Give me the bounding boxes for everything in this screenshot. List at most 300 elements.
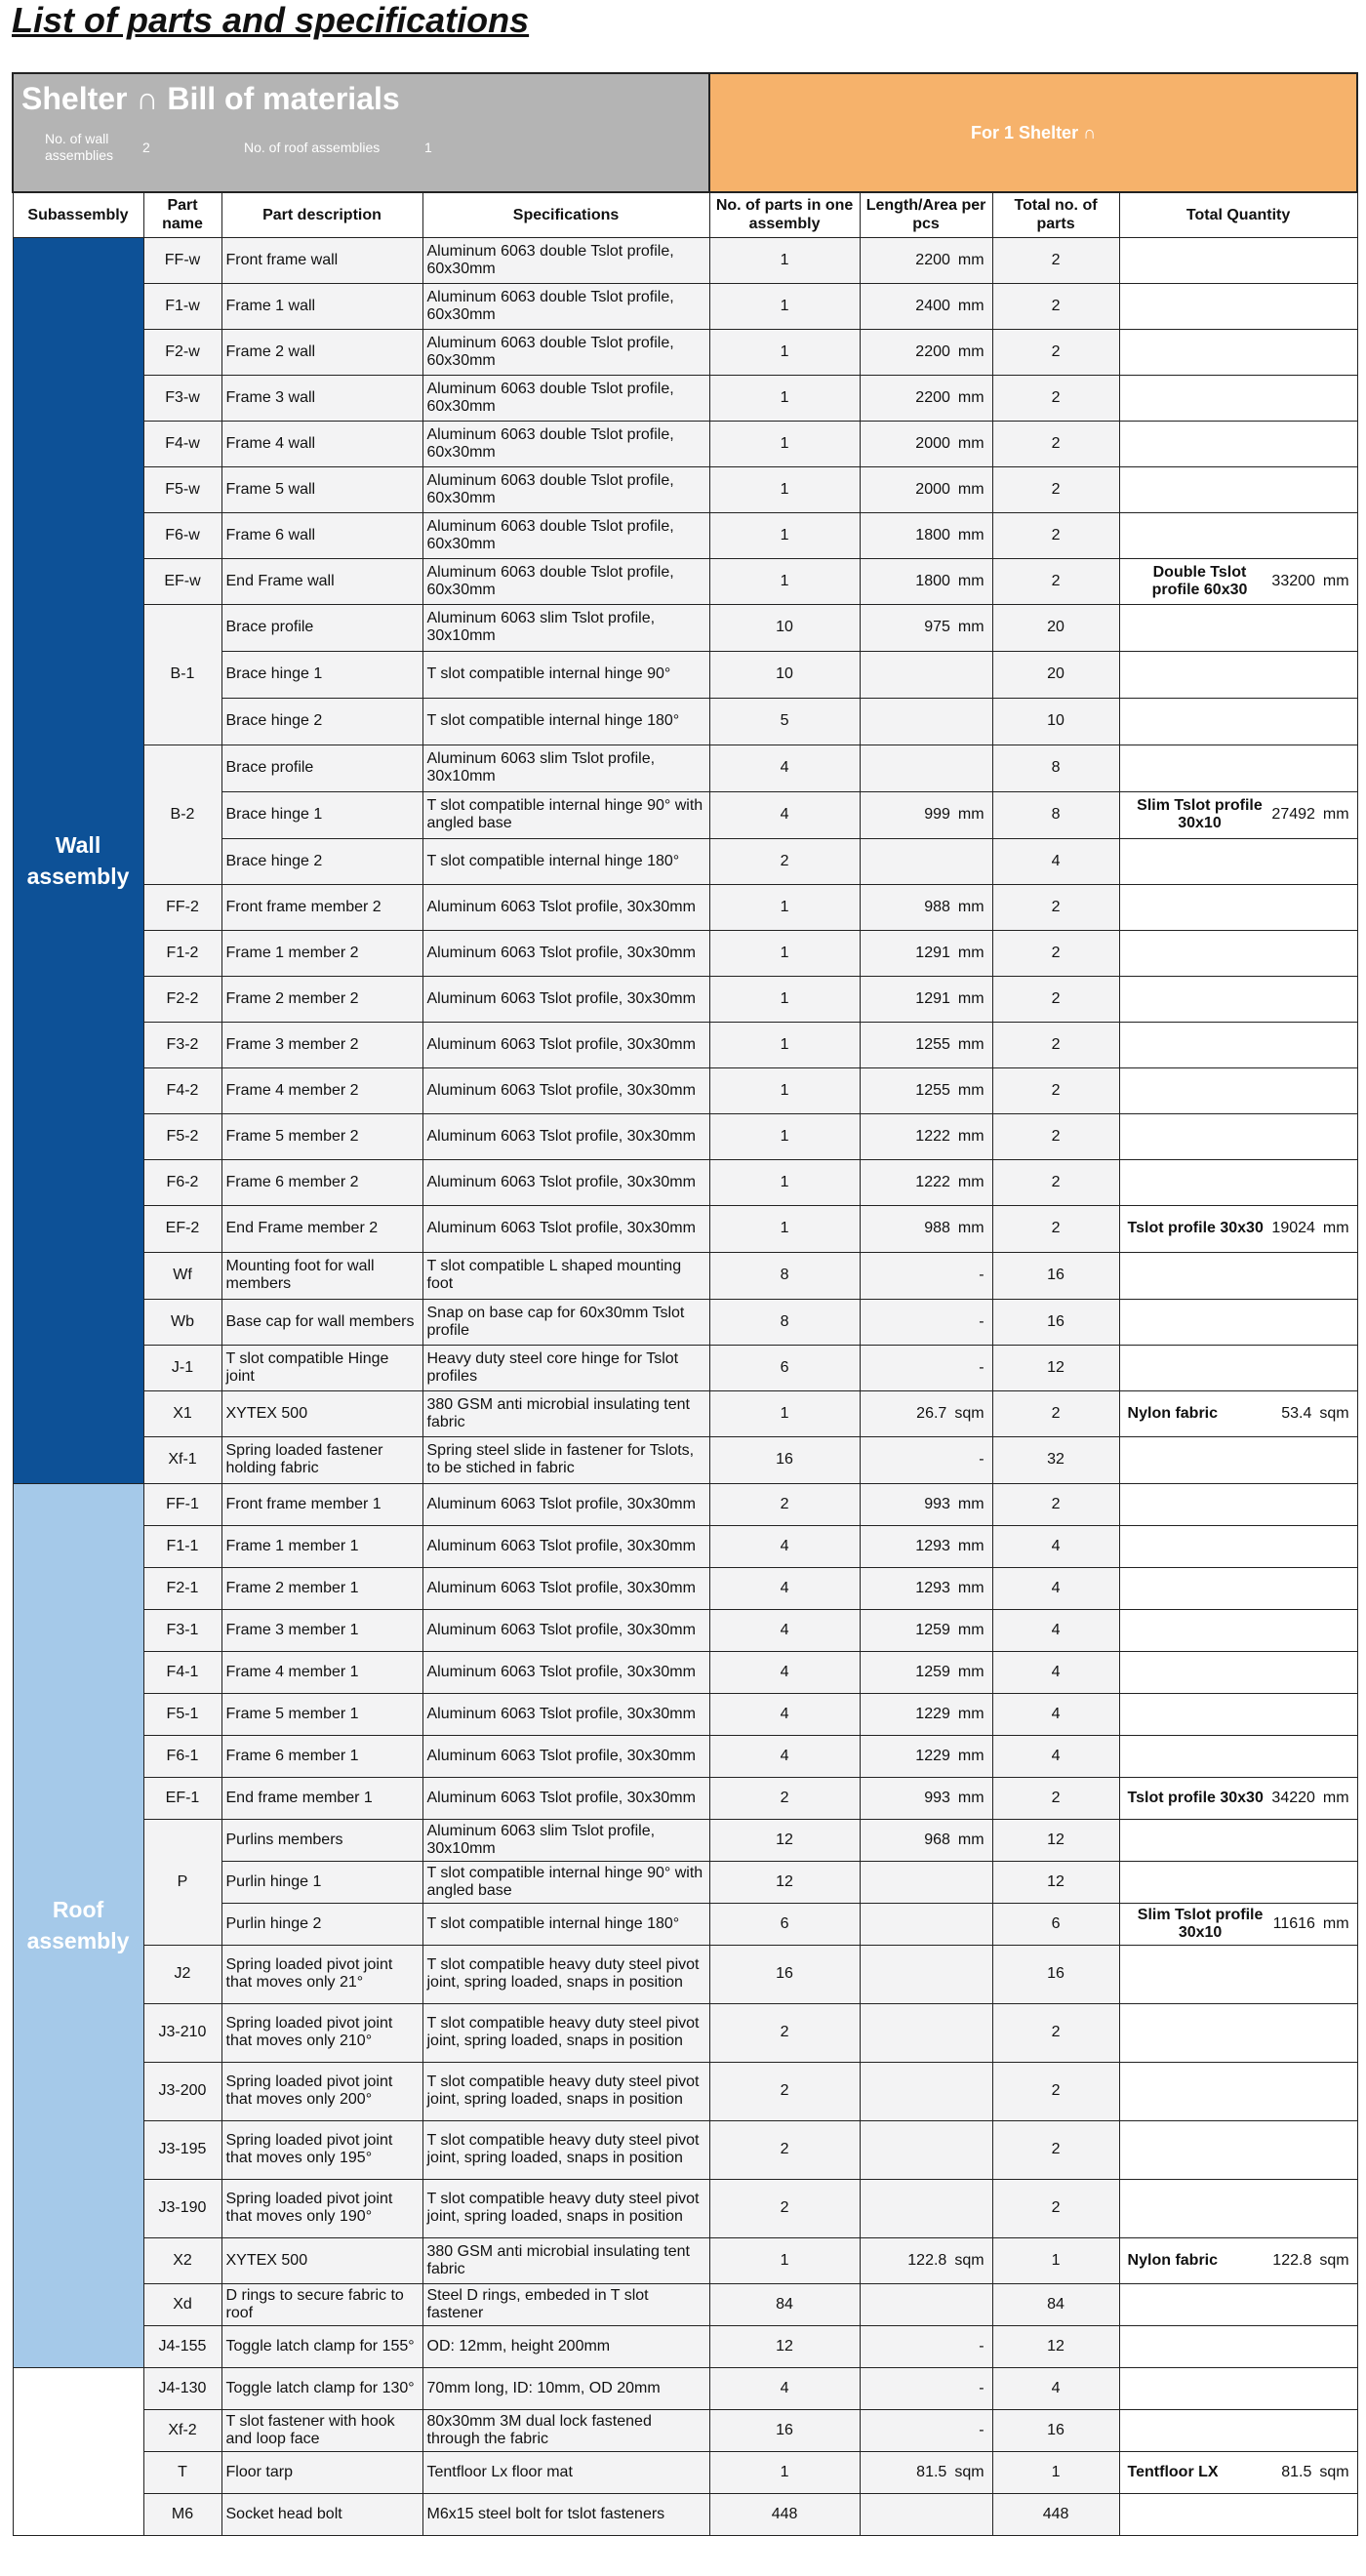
total-parts-cell: 16 — [992, 2409, 1119, 2451]
part-description-cell: End Frame member 2 — [221, 1205, 422, 1252]
part-description-cell: Spring loaded pivot joint that moves only 210° — [221, 2003, 422, 2062]
total-quantity-amount — [1273, 1915, 1349, 1933]
length-unit: mm — [957, 989, 984, 1007]
total-quantity-label: Nylon fabric — [1127, 1404, 1219, 1422]
length-area-cell — [860, 1861, 992, 1903]
part-description-cell: XYTEX 500 — [221, 2237, 422, 2283]
length-area-cell — [860, 237, 992, 283]
total-quantity-cell — [1119, 2367, 1357, 2409]
length-area-cell — [860, 558, 992, 604]
length-value: 993 — [924, 1789, 950, 1806]
total-quantity-cell — [1119, 329, 1357, 375]
length-area-cell — [860, 512, 992, 558]
total-quantity-value: 33200 — [1271, 572, 1315, 589]
part-description-cell: Frame 2 member 1 — [221, 1567, 422, 1609]
length-area-cell — [860, 2493, 992, 2535]
part-name-cell: J4-130 — [143, 2367, 221, 2409]
total-quantity-cell — [1119, 2237, 1357, 2283]
total-parts-cell: 10 — [992, 698, 1119, 745]
total-quantity-label: Nylon fabric — [1127, 2251, 1219, 2269]
parts-per-assembly-cell: 1 — [709, 558, 860, 604]
total-quantity-cell — [1119, 2409, 1357, 2451]
specification-cell: Aluminum 6063 double Tslot profile, 60x30mm — [422, 375, 709, 421]
part-name-cell: F6-1 — [143, 1735, 221, 1777]
specification-cell: Aluminum 6063 Tslot profile, 30x30mm — [422, 1159, 709, 1205]
part-description-cell: Frame 3 member 2 — [221, 1022, 422, 1067]
specification-cell: T slot compatible internal hinge 90° — [422, 651, 709, 698]
length-area-cell — [860, 375, 992, 421]
length-value: 975 — [924, 619, 950, 635]
parts-per-assembly-cell: 6 — [709, 1345, 860, 1390]
total-parts-cell: 4 — [992, 1567, 1119, 1609]
col-header-part-name: Part name — [143, 192, 221, 237]
col-header-subassembly: Subassembly — [13, 192, 143, 237]
total-quantity-value: 81.5 — [1281, 2463, 1312, 2480]
col-header-total-parts: Total no. of parts — [992, 192, 1119, 237]
parts-per-assembly-cell: 1 — [709, 421, 860, 466]
total-quantity-cell — [1119, 1567, 1357, 1609]
length-area-cell — [860, 976, 992, 1022]
length-unit: mm — [957, 572, 984, 589]
total-quantity-cell — [1119, 791, 1357, 838]
length-area-cell — [860, 1819, 992, 1861]
total-quantity-cell — [1119, 1609, 1357, 1651]
part-name-cell: F4-2 — [143, 1067, 221, 1113]
part-description-cell: XYTEX 500 — [221, 1390, 422, 1436]
table-row — [13, 745, 1357, 791]
part-name-cell: X1 — [143, 1390, 221, 1436]
length-area-cell — [860, 2237, 992, 2283]
total-parts-cell: 2 — [992, 375, 1119, 421]
total-quantity-cell — [1119, 838, 1357, 884]
column-header-row — [13, 192, 1357, 237]
specification-cell: T slot compatible heavy duty steel pivot joint, spring loaded, snaps in position — [422, 2003, 709, 2062]
roof-assemblies-value: 1 — [424, 140, 432, 155]
total-quantity-cell — [1119, 1903, 1357, 1945]
total-quantity-cell — [1119, 512, 1357, 558]
total-parts-cell: 4 — [992, 1525, 1119, 1567]
length-value: 988 — [924, 898, 950, 915]
part-name-cell: Wb — [143, 1299, 221, 1345]
length-value: 1222 — [915, 1127, 950, 1145]
total-parts-cell: 1 — [992, 2237, 1119, 2283]
total-quantity-cell — [1119, 283, 1357, 329]
part-description-cell: Toggle latch clamp for 155° — [221, 2325, 422, 2367]
length-area-cell — [860, 1483, 992, 1525]
col-header-parts-per-assembly: No. of parts in one assembly — [709, 192, 860, 237]
total-parts-cell: 1 — [992, 2451, 1119, 2493]
length-area-cell — [860, 745, 992, 791]
total-quantity-cell — [1119, 1483, 1357, 1525]
length-area-cell — [860, 1022, 992, 1067]
total-parts-cell: 2 — [992, 512, 1119, 558]
specification-cell: Aluminum 6063 Tslot profile, 30x30mm — [422, 1205, 709, 1252]
specification-cell: Aluminum 6063 double Tslot profile, 60x30mm — [422, 466, 709, 512]
length-value: 1255 — [915, 1081, 950, 1099]
total-quantity-cell — [1119, 2451, 1357, 2493]
part-description-cell: Frame 6 wall — [221, 512, 422, 558]
page-title: List of parts and specifications — [12, 0, 530, 40]
length-value: 1800 — [915, 572, 950, 589]
total-quantity-cell — [1119, 466, 1357, 512]
part-name-cell: J4-155 — [143, 2325, 221, 2367]
total-parts-cell: 2 — [992, 558, 1119, 604]
total-parts-cell: 2 — [992, 884, 1119, 930]
table-row — [13, 1483, 1357, 1525]
total-parts-cell: 2 — [992, 1159, 1119, 1205]
part-description-cell: Brace profile — [221, 604, 422, 651]
parts-per-assembly-cell: 1 — [709, 930, 860, 976]
parts-per-assembly-cell: 1 — [709, 512, 860, 558]
part-description-cell: Purlin hinge 1 — [221, 1861, 422, 1903]
length-area-cell — [860, 1067, 992, 1113]
total-quantity-cell — [1119, 1205, 1357, 1252]
length-value: 988 — [924, 1220, 950, 1236]
length-area-cell — [860, 1436, 992, 1483]
specification-cell: Aluminum 6063 Tslot profile, 30x30mm — [422, 1567, 709, 1609]
part-name-cell: J3-190 — [143, 2179, 221, 2237]
specification-cell: Aluminum 6063 Tslot profile, 30x30mm — [422, 884, 709, 930]
part-name-cell: F3-w — [143, 375, 221, 421]
total-quantity-unit: mm — [1322, 1914, 1349, 1932]
table-row — [13, 2409, 1357, 2451]
length-value: 2000 — [915, 480, 950, 498]
total-quantity-value: 11616 — [1272, 1914, 1315, 1932]
part-name-cell: EF-2 — [143, 1205, 221, 1252]
total-quantity-cell — [1119, 1252, 1357, 1299]
total-parts-cell: 12 — [992, 2325, 1119, 2367]
total-parts-cell: 2 — [992, 1390, 1119, 1436]
specification-cell: Aluminum 6063 double Tslot profile, 60x30mm — [422, 237, 709, 283]
length-area-cell — [860, 1252, 992, 1299]
part-name-cell: Xd — [143, 2283, 221, 2325]
part-name-cell: F5-w — [143, 466, 221, 512]
length-area-cell — [860, 2451, 992, 2493]
parts-per-assembly-cell: 8 — [709, 1252, 860, 1299]
length-area-cell — [860, 2003, 992, 2062]
parts-per-assembly-cell: 4 — [709, 2367, 860, 2409]
length-unit: mm — [957, 1537, 984, 1554]
total-quantity-cell — [1119, 1819, 1357, 1861]
part-name-cell: F5-2 — [143, 1113, 221, 1159]
part-name-cell: B-2 — [143, 745, 221, 884]
total-parts-cell: 2 — [992, 2062, 1119, 2120]
specification-cell: Aluminum 6063 Tslot profile, 30x30mm — [422, 1067, 709, 1113]
length-unit: sqm — [954, 2463, 984, 2480]
length-unit: mm — [957, 1127, 984, 1145]
col-header-part-description: Part description — [221, 192, 422, 237]
specification-cell: T slot compatible internal hinge 90° with angled base — [422, 1861, 709, 1903]
length-area-cell — [860, 2325, 992, 2367]
total-quantity-cell — [1119, 884, 1357, 930]
parts-per-assembly-cell: 2 — [709, 2179, 860, 2237]
total-parts-cell: 12 — [992, 1345, 1119, 1390]
part-description-cell: Purlins members — [221, 1819, 422, 1861]
length-value: - — [979, 1358, 984, 1376]
part-name-cell: B-1 — [143, 604, 221, 745]
total-parts-cell: 4 — [992, 1609, 1119, 1651]
parts-per-assembly-cell: 1 — [709, 976, 860, 1022]
table-row — [13, 1390, 1357, 1436]
length-value: 1293 — [915, 1537, 950, 1554]
table-row — [13, 604, 1357, 651]
total-quantity-amount — [1281, 2464, 1348, 2481]
parts-per-assembly-cell: 4 — [709, 745, 860, 791]
specification-cell: Aluminum 6063 Tslot profile, 30x30mm — [422, 1483, 709, 1525]
length-unit: mm — [957, 1173, 984, 1190]
parts-per-assembly-cell: 10 — [709, 651, 860, 698]
length-value: 968 — [924, 1831, 950, 1848]
total-parts-cell: 6 — [992, 1903, 1119, 1945]
part-name-cell: FF-w — [143, 237, 221, 283]
length-unit: mm — [957, 1081, 984, 1099]
roof-assemblies-label: No. of roof assemblies — [244, 140, 381, 155]
table-row — [13, 1113, 1357, 1159]
length-area-cell — [860, 1525, 992, 1567]
table-row — [13, 2003, 1357, 2062]
length-value: 1259 — [915, 1621, 950, 1638]
total-parts-cell: 2 — [992, 930, 1119, 976]
table-row — [13, 2120, 1357, 2179]
parts-per-assembly-cell: 2 — [709, 2120, 860, 2179]
part-description-cell: Frame 1 member 1 — [221, 1525, 422, 1567]
total-quantity-amount — [1271, 806, 1348, 824]
part-name-cell: FF-1 — [143, 1483, 221, 1525]
length-area-cell — [860, 1205, 992, 1252]
parts-per-assembly-cell: 1 — [709, 1390, 860, 1436]
parts-per-assembly-cell: 4 — [709, 1525, 860, 1567]
parts-per-assembly-cell: 16 — [709, 1945, 860, 2003]
subassembly-cell: Wall assembly — [13, 237, 143, 1483]
parts-per-assembly-cell: 1 — [709, 237, 860, 283]
total-parts-cell: 4 — [992, 2367, 1119, 2409]
specification-cell: Aluminum 6063 Tslot profile, 30x30mm — [422, 1777, 709, 1819]
specification-cell: OD: 12mm, height 200mm — [422, 2325, 709, 2367]
total-quantity-cell — [1119, 976, 1357, 1022]
table-row — [13, 1299, 1357, 1345]
length-value: 81.5 — [916, 2463, 947, 2480]
length-unit: mm — [957, 944, 984, 961]
length-area-cell — [860, 2179, 992, 2237]
table-row — [13, 884, 1357, 930]
part-name-cell: F2-w — [143, 329, 221, 375]
part-name-cell: Wf — [143, 1252, 221, 1299]
part-description-cell: Frame 2 wall — [221, 329, 422, 375]
total-quantity-unit: mm — [1322, 806, 1349, 823]
table-row — [13, 1436, 1357, 1483]
length-area-cell — [860, 2367, 992, 2409]
part-name-cell: M6 — [143, 2493, 221, 2535]
length-value: 1222 — [915, 1173, 950, 1190]
parts-per-assembly-cell: 2 — [709, 2003, 860, 2062]
length-unit: mm — [957, 297, 984, 314]
total-quantity-cell — [1119, 1390, 1357, 1436]
total-quantity-label: Double Tslot profile 60x30 — [1151, 563, 1248, 598]
part-name-cell: EF-w — [143, 558, 221, 604]
length-area-cell — [860, 884, 992, 930]
specification-cell: T slot compatible heavy duty steel pivot joint, spring loaded, snaps in position — [422, 1945, 709, 2003]
table-row — [13, 1651, 1357, 1693]
table-row — [13, 1945, 1357, 2003]
subassembly-cell: Roof assembly — [13, 1483, 143, 2367]
part-description-cell: Frame 3 member 1 — [221, 1609, 422, 1651]
subassembly-cell — [13, 2367, 143, 2535]
total-quantity-value: 53.4 — [1281, 1404, 1312, 1422]
total-quantity-unit: mm — [1322, 1789, 1349, 1806]
part-description-cell: Frame 4 wall — [221, 421, 422, 466]
table-row — [13, 930, 1357, 976]
specification-cell: Tentfloor Lx floor mat — [422, 2451, 709, 2493]
table-row — [13, 2283, 1357, 2325]
length-unit: mm — [957, 619, 984, 635]
part-name-cell: F1-2 — [143, 930, 221, 976]
total-parts-cell: 20 — [992, 651, 1119, 698]
bom-title: Shelter ∩ Bill of materials — [21, 81, 400, 116]
specification-cell: 70mm long, ID: 10mm, OD 20mm — [422, 2367, 709, 2409]
part-description-cell: Frame 5 member 1 — [221, 1693, 422, 1735]
table-row — [13, 512, 1357, 558]
total-parts-cell: 2 — [992, 466, 1119, 512]
wall-assemblies-value: 2 — [142, 140, 150, 155]
part-description-cell: Spring loaded pivot joint that moves only 190° — [221, 2179, 422, 2237]
table-row — [13, 283, 1357, 329]
total-quantity-unit: sqm — [1319, 2251, 1349, 2269]
total-quantity-amount — [1281, 1405, 1348, 1423]
total-quantity-wrap — [1128, 1405, 1349, 1423]
parts-per-assembly-cell: 12 — [709, 1861, 860, 1903]
length-value: 1229 — [915, 1705, 950, 1722]
bom-body — [13, 237, 1357, 2535]
specification-cell: T slot compatible internal hinge 180° — [422, 838, 709, 884]
parts-per-assembly-cell: 1 — [709, 2451, 860, 2493]
total-parts-cell: 12 — [992, 1861, 1119, 1903]
bom-table — [12, 72, 1358, 2536]
total-quantity-cell — [1119, 604, 1357, 651]
total-quantity-label: Slim Tslot profile 30x10 — [1137, 1906, 1264, 1941]
total-quantity-cell — [1119, 1525, 1357, 1567]
bom-meta — [21, 131, 701, 164]
part-description-cell: Brace hinge 2 — [221, 838, 422, 884]
total-quantity-unit: mm — [1322, 572, 1349, 589]
part-description-cell: Purlin hinge 2 — [221, 1903, 422, 1945]
total-quantity-cell — [1119, 375, 1357, 421]
part-description-cell: T slot compatible Hinge joint — [221, 1345, 422, 1390]
length-value: - — [979, 1267, 984, 1283]
specification-cell: T slot compatible heavy duty steel pivot joint, spring loaded, snaps in position — [422, 2062, 709, 2120]
table-row — [13, 1693, 1357, 1735]
total-parts-cell: 8 — [992, 791, 1119, 838]
length-area-cell — [860, 651, 992, 698]
part-name-cell: Xf-1 — [143, 1436, 221, 1483]
parts-per-assembly-cell: 16 — [709, 1436, 860, 1483]
length-area-cell — [860, 604, 992, 651]
length-area-cell — [860, 1159, 992, 1205]
parts-per-assembly-cell: 1 — [709, 466, 860, 512]
total-quantity-cell — [1119, 1735, 1357, 1777]
total-parts-cell: 32 — [992, 1436, 1119, 1483]
specification-cell: Aluminum 6063 Tslot profile, 30x30mm — [422, 1651, 709, 1693]
parts-per-assembly-cell: 84 — [709, 2283, 860, 2325]
length-value: - — [979, 2421, 984, 2438]
part-description-cell: End Frame wall — [221, 558, 422, 604]
specification-cell: Aluminum 6063 Tslot profile, 30x30mm — [422, 1693, 709, 1735]
part-name-cell: F4-1 — [143, 1651, 221, 1693]
specification-cell: Aluminum 6063 slim Tslot profile, 30x10mm — [422, 1819, 709, 1861]
total-quantity-unit: mm — [1322, 1220, 1349, 1236]
part-name-cell: F2-1 — [143, 1567, 221, 1609]
total-quantity-cell — [1119, 1693, 1357, 1735]
part-description-cell: Front frame wall — [221, 237, 422, 283]
length-unit: mm — [957, 388, 984, 406]
length-value: 1291 — [915, 989, 950, 1007]
part-name-cell: X2 — [143, 2237, 221, 2283]
col-header-total-quantity: Total Quantity — [1119, 192, 1357, 237]
table-row — [13, 2179, 1357, 2237]
bom-title-cell — [13, 73, 709, 192]
length-unit: mm — [957, 251, 984, 268]
total-parts-cell: 2 — [992, 1777, 1119, 1819]
total-quantity-cell — [1119, 1436, 1357, 1483]
parts-per-assembly-cell: 4 — [709, 1567, 860, 1609]
parts-per-assembly-cell: 4 — [709, 1735, 860, 1777]
part-name-cell: F2-2 — [143, 976, 221, 1022]
table-row — [13, 1067, 1357, 1113]
total-quantity-value: 122.8 — [1272, 2251, 1312, 2269]
total-quantity-cell — [1119, 2283, 1357, 2325]
total-quantity-amount — [1271, 1220, 1348, 1237]
total-parts-cell: 4 — [992, 1651, 1119, 1693]
part-name-cell: F6-w — [143, 512, 221, 558]
part-name-cell: J3-210 — [143, 2003, 221, 2062]
total-parts-cell: 2 — [992, 1113, 1119, 1159]
specification-cell: T slot compatible internal hinge 90° with angled base — [422, 791, 709, 838]
specification-cell: Aluminum 6063 double Tslot profile, 60x30mm — [422, 421, 709, 466]
specification-cell: Aluminum 6063 double Tslot profile, 60x30mm — [422, 558, 709, 604]
total-parts-cell: 2 — [992, 2179, 1119, 2237]
length-unit: mm — [957, 1789, 984, 1806]
length-area-cell — [860, 930, 992, 976]
parts-per-assembly-cell: 1 — [709, 1205, 860, 1252]
length-unit: sqm — [954, 1404, 984, 1422]
specification-cell: 380 GSM anti microbial insulating tent fabric — [422, 1390, 709, 1436]
part-description-cell: Spring loaded pivot joint that moves only 195° — [221, 2120, 422, 2179]
length-value: 1291 — [915, 944, 950, 961]
part-description-cell: Frame 4 member 2 — [221, 1067, 422, 1113]
part-name-cell: F3-2 — [143, 1022, 221, 1067]
specification-cell: 80x30mm 3M dual lock fastened through the fabric — [422, 2409, 709, 2451]
total-parts-cell: 84 — [992, 2283, 1119, 2325]
specification-cell: Aluminum 6063 Tslot profile, 30x30mm — [422, 1735, 709, 1777]
length-unit: mm — [957, 1035, 984, 1053]
specification-cell: T slot compatible heavy duty steel pivot joint, spring loaded, snaps in position — [422, 2120, 709, 2179]
total-parts-cell: 2 — [992, 329, 1119, 375]
total-parts-cell: 4 — [992, 838, 1119, 884]
length-area-cell — [860, 1693, 992, 1735]
table-row — [13, 2325, 1357, 2367]
part-name-cell: J-1 — [143, 1345, 221, 1390]
length-area-cell — [860, 466, 992, 512]
part-description-cell: End frame member 1 — [221, 1777, 422, 1819]
length-area-cell — [860, 1299, 992, 1345]
part-name-cell: J2 — [143, 1945, 221, 2003]
total-parts-cell: 16 — [992, 1945, 1119, 2003]
table-row — [13, 1777, 1357, 1819]
table-row — [13, 2367, 1357, 2409]
part-description-cell: Frame 1 member 2 — [221, 930, 422, 976]
total-parts-cell: 2 — [992, 1022, 1119, 1067]
length-value: 1255 — [915, 1035, 950, 1053]
col-header-length-area: Length/Area per pcs — [860, 192, 992, 237]
